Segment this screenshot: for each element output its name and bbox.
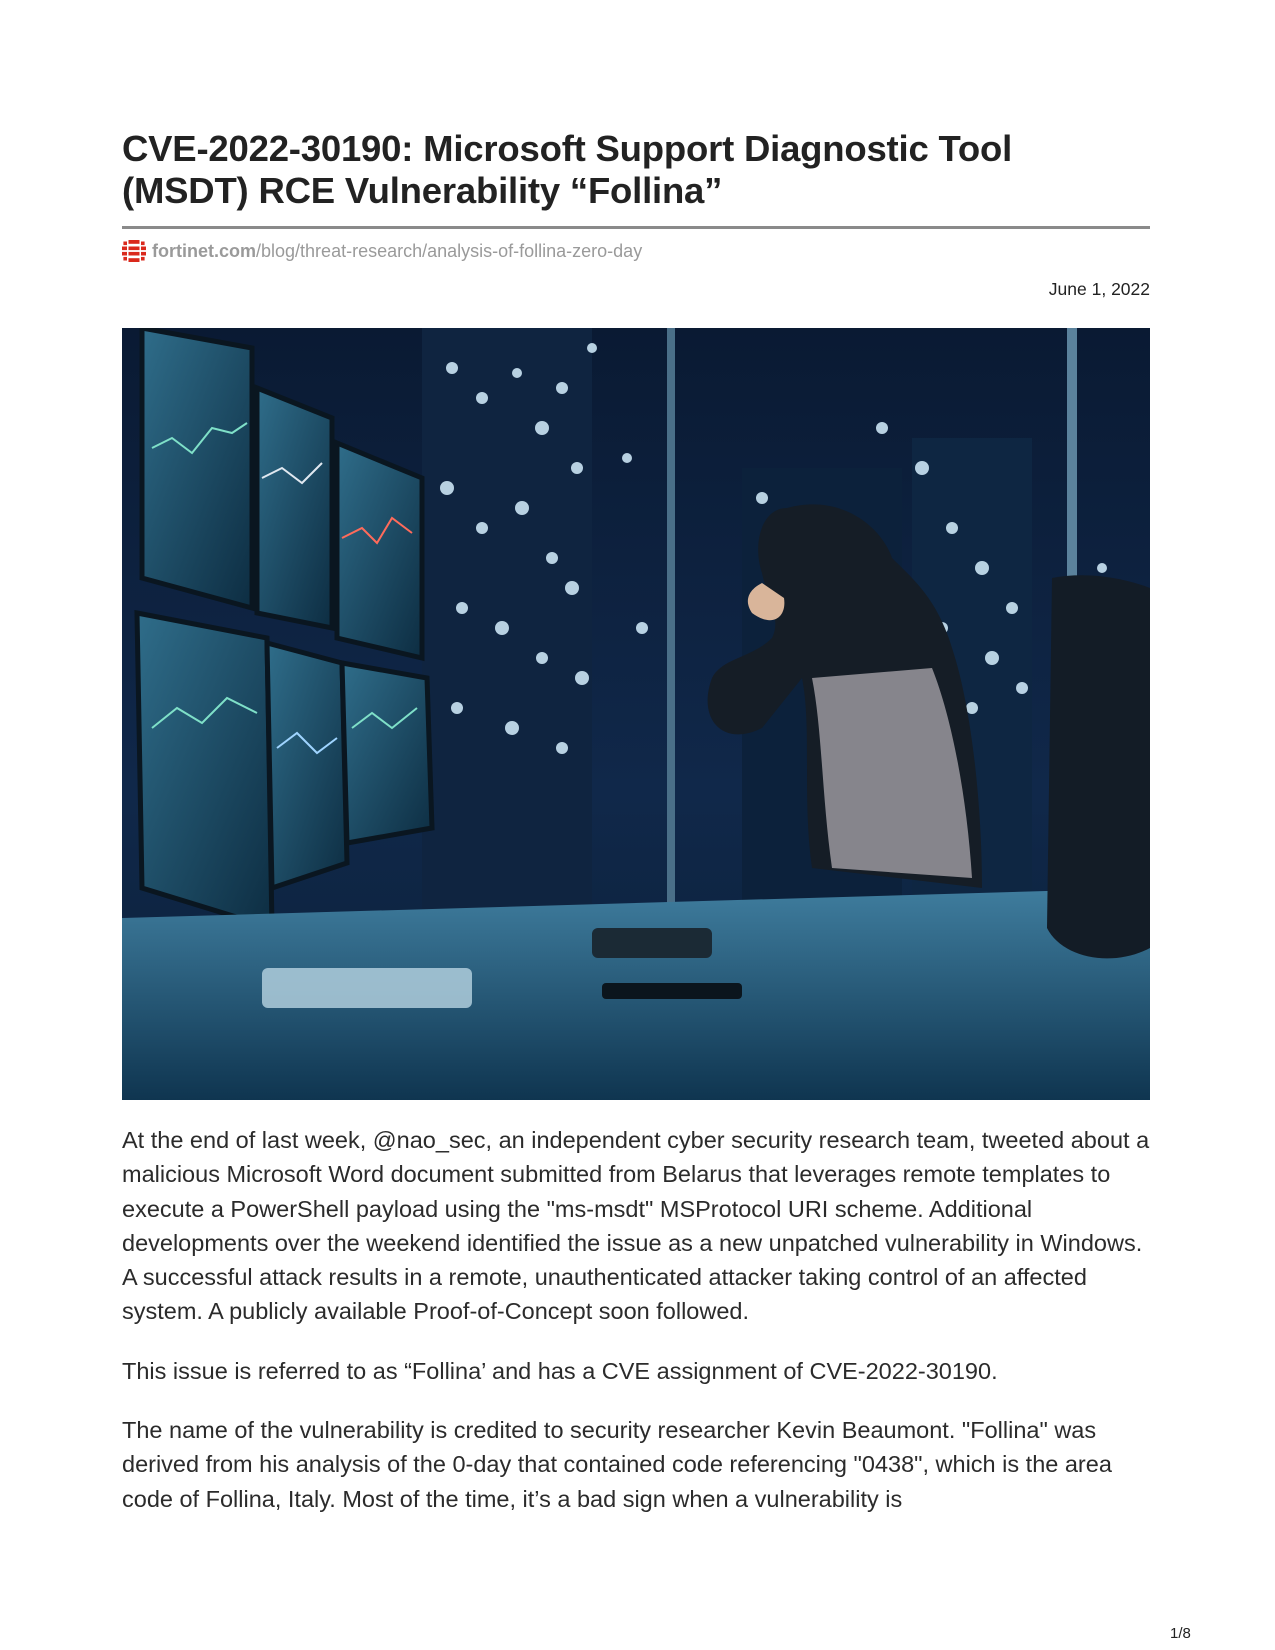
- hero-image: [122, 328, 1150, 1100]
- article-title-line-2: (MSDT) RCE Vulnerability “Follina”: [122, 170, 723, 211]
- fortinet-logo-icon: [122, 240, 152, 262]
- publish-date: June 1, 2022: [1048, 279, 1150, 299]
- article-title: [122, 128, 1150, 212]
- article-body: [122, 1123, 1150, 1541]
- source-url[interactable]: [122, 239, 642, 263]
- source-domain: fortinet.com: [152, 240, 257, 261]
- source-path: /blog/threat-research/analysis-of-follina-zero-day: [256, 240, 643, 261]
- article-paragraph-3: The name of the vulnerability is credited to security researcher Kevin Beaumont. "Follina" was derived from his analysis of the 0-day that contained code referencing "0438", which is the area code of Follina, Italy. Most of the time, it’s a bad sign when a vulnerability is: [122, 1417, 1112, 1512]
- article-paragraph-2: This issue is referred to as “Follina’ and has a CVE assignment of CVE-2022-30190.: [122, 1357, 998, 1384]
- page-number: 1/8: [1170, 1625, 1191, 1642]
- document-page: [122, 0, 1150, 1650]
- article-paragraph-1: At the end of last week, @nao_sec, an independent cyber security research team, tweeted about a malicious Microsoft Word document submitted from Belarus that leverages remote templates to execute a PowerShell payload using the "ms-msdt" MSProtocol URI scheme. Additional developments over the weekend identified the issue as a new unpatched vulnerability in Windows. A successful attack results in a remote, unauthenticated attacker taking control of an affected system. A publicly available Proof-of-Concept soon followed.: [122, 1127, 1150, 1325]
- title-divider: [122, 226, 1150, 229]
- article-title-line-1: CVE-2022-30190: Microsoft Support Diagnostic Tool: [122, 128, 1013, 169]
